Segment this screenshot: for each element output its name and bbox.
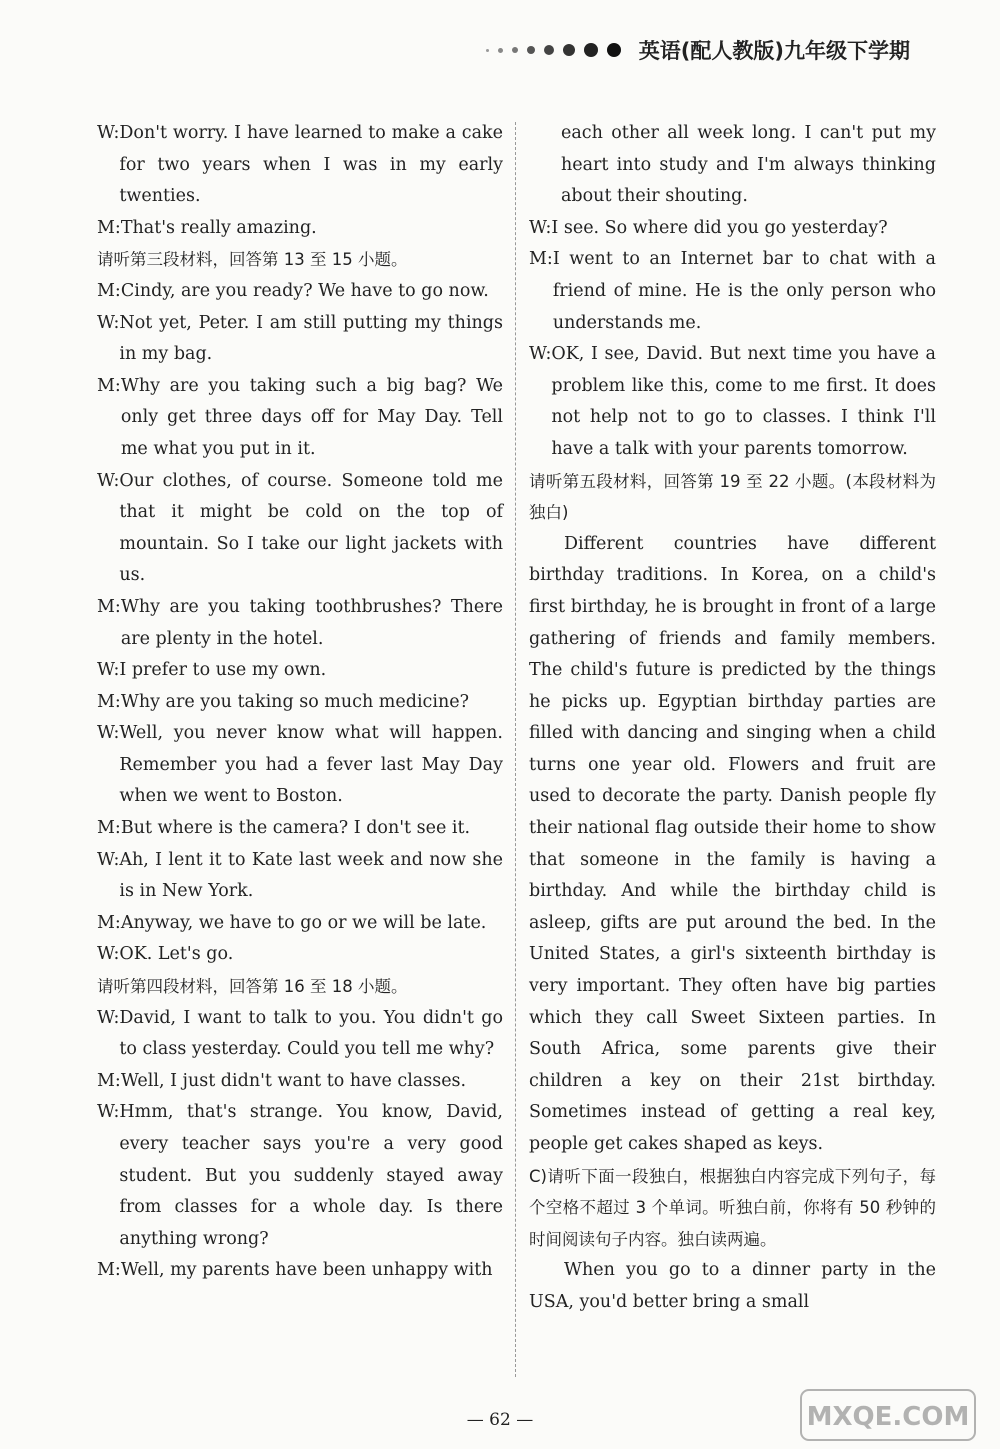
dialogue-line (97, 1066, 503, 1098)
dialogue-line (97, 908, 503, 940)
svg-text:MXQE.COM: MXQE.COM (806, 1402, 970, 1432)
monologue-paragraph: When you go to a dinner party in the USA, you'd better bring a small (529, 1260, 936, 1312)
speaker-label: M: (97, 375, 121, 396)
dialogue-line (97, 845, 503, 908)
dialogue-line (97, 308, 503, 371)
dialogue-line (529, 213, 936, 245)
book-title: 英语(配人教版)九年级下学期 (638, 39, 910, 63)
dialogue-line (97, 687, 503, 719)
dialogue-line (529, 339, 936, 465)
dot-icon (584, 43, 598, 57)
speaker-label: M: (97, 691, 121, 712)
right-column (529, 118, 936, 1319)
dialogue-line (97, 118, 503, 213)
dot-icon (486, 49, 489, 52)
dialogue-text: That's really amazing. (120, 217, 317, 238)
speaker-label: W: (529, 217, 552, 238)
speaker-label: W: (97, 1102, 120, 1123)
speaker-label: M: (97, 912, 121, 933)
dialogue-text: Why are you taking such a big bag? We only get three days off for May Day. Tell me what you put in it. (120, 375, 503, 459)
dialogue-text: Ah, I lent it to Kate last week and now she is in New York. (119, 849, 503, 902)
watermark-logo (800, 1389, 976, 1441)
section-instruction: 请听第三段材料，回答第 13 至 15 小题。 (97, 250, 408, 270)
dot-icon (498, 48, 503, 53)
dialogue-text: I went to an Internet bar to chat with a friend of mine. He is the only person who understands me. (552, 249, 936, 333)
dialogue-text: Hmm, that's strange. You know, David, every teacher says you're a very good student. But you suddenly stayed away from classes for a whole day. Is there anything wrong? (119, 1102, 503, 1249)
page-number: — 62 — (466, 1410, 534, 1430)
speaker-label: M: (97, 217, 121, 238)
dialogue-text: OK. Let's go. (119, 944, 234, 965)
dialogue-text: Don't worry. I have learned to make a cake for two years when I was in my early twenties. (119, 123, 503, 207)
dialogue-text: Well, you never know what will happen. Remember you had a fever last May Day when we went to Boston. (119, 723, 503, 807)
speaker-label: W: (97, 123, 120, 143)
dialogue-text: David, I want to talk to you. You didn't go to class yesterday. Could you tell me why? (119, 1007, 503, 1060)
dialogue-text: But where is the camera? I don't see it. (120, 818, 471, 839)
page-header (430, 34, 910, 66)
dialogue-line (97, 371, 503, 466)
speaker-label: M: (97, 596, 121, 617)
speaker-label: M: (529, 249, 553, 270)
dialogue-line (97, 1097, 503, 1255)
dialogue-text: Not yet, Peter. I am still putting my things in my bag. (119, 312, 503, 365)
dialogue-text: Why are you taking toothbrushes? There are plenty in the hotel. (120, 596, 503, 649)
speaker-label: W: (97, 470, 120, 491)
dot-icon (563, 44, 575, 56)
dialogue-line (97, 213, 503, 245)
section-instruction: 请听第四段材料，回答第 16 至 18 小题。 (97, 977, 408, 997)
dialogue-text: Anyway, we have to go or we will be late. (120, 912, 487, 933)
dialogue-text: Our clothes, of course. Someone told me that it might be cold on the top of mountain. So I take our light jackets with us. (119, 470, 503, 586)
dialogue-line (97, 592, 503, 655)
dialogue-line (97, 1003, 503, 1066)
decorative-dots (486, 43, 621, 57)
dot-icon (512, 47, 518, 53)
speaker-label: M: (97, 1260, 121, 1281)
dialogue-line (97, 718, 503, 813)
dialogue-continuation: each other all week long. I can't put my heart into study and I'm always thinking about their shouting. (561, 123, 936, 207)
speaker-label: W: (529, 344, 552, 365)
speaker-label: M: (97, 818, 121, 839)
dialogue-line (97, 1255, 503, 1287)
dialogue-line (97, 466, 503, 592)
speaker-label: W: (97, 849, 120, 870)
dialogue-text: Well, I just didn't want to have classes. (120, 1070, 467, 1091)
dialogue-line (529, 244, 936, 339)
monologue-paragraph: Different countries have different birthday traditions. In Korea, on a child's first birthday, he is brought in front of a large gathering of friends and family members. The child's future is predicted by the things he picks up. Egyptian birthday parties are filled with dancing and singing when a child turns one year old. Flowers and fruit are used to decorate the party. Danish people fly their national flag outside their home to show that someone in the family is having a birthday. And while the birthday child is asleep, gifts are put around the bed. In the United States, a girl's sixteenth birthday is very important. They often have big parties which they call Sweet Sixteen parties. In South Africa, some parents give their children a key on their 21st birthday. Sometimes instead of getting a real key, people get cakes shaped as keys. (529, 533, 936, 1154)
dialogue-text: I see. So where did you go yesterday? (551, 217, 888, 238)
section-instruction: 请听第五段材料，回答第 19 至 22 小题。(本段材料为独白) (529, 471, 936, 523)
dot-icon (544, 45, 554, 55)
section-instruction: C)请听下面一段独白，根据独白内容完成下列句子，每个空格不超过 3 个单词。听独白前，你将有 50 秒钟的时间阅读句子内容。独白读两遍。 (529, 1166, 936, 1249)
dialogue-text: I prefer to use my own. (119, 660, 327, 681)
left-column (97, 118, 503, 1287)
dialogue-line (97, 813, 503, 845)
speaker-label: M: (97, 1070, 121, 1091)
dialogue-text: Why are you taking so much medicine? (120, 691, 469, 712)
dialogue-text: Cindy, are you ready? We have to go now. (120, 280, 489, 301)
dialogue-text: OK, I see, David. But next time you have a problem like this, come to me first. It does not help not to go to classes. I think I'll have a talk with your parents tomorrow. (551, 344, 936, 459)
speaker-label: W: (97, 723, 120, 744)
speaker-label: W: (97, 312, 120, 333)
dialogue-line (97, 939, 503, 971)
dialogue-line (97, 276, 503, 308)
speaker-label: W: (97, 944, 120, 965)
column-divider (515, 122, 516, 1377)
speaker-label: W: (97, 660, 120, 681)
dialogue-text: Well, my parents have been unhappy with (120, 1260, 493, 1281)
speaker-label: M: (97, 280, 121, 301)
dialogue-line (97, 655, 503, 687)
speaker-label: W: (97, 1007, 120, 1028)
dot-icon (527, 46, 535, 54)
dot-icon (607, 43, 621, 57)
